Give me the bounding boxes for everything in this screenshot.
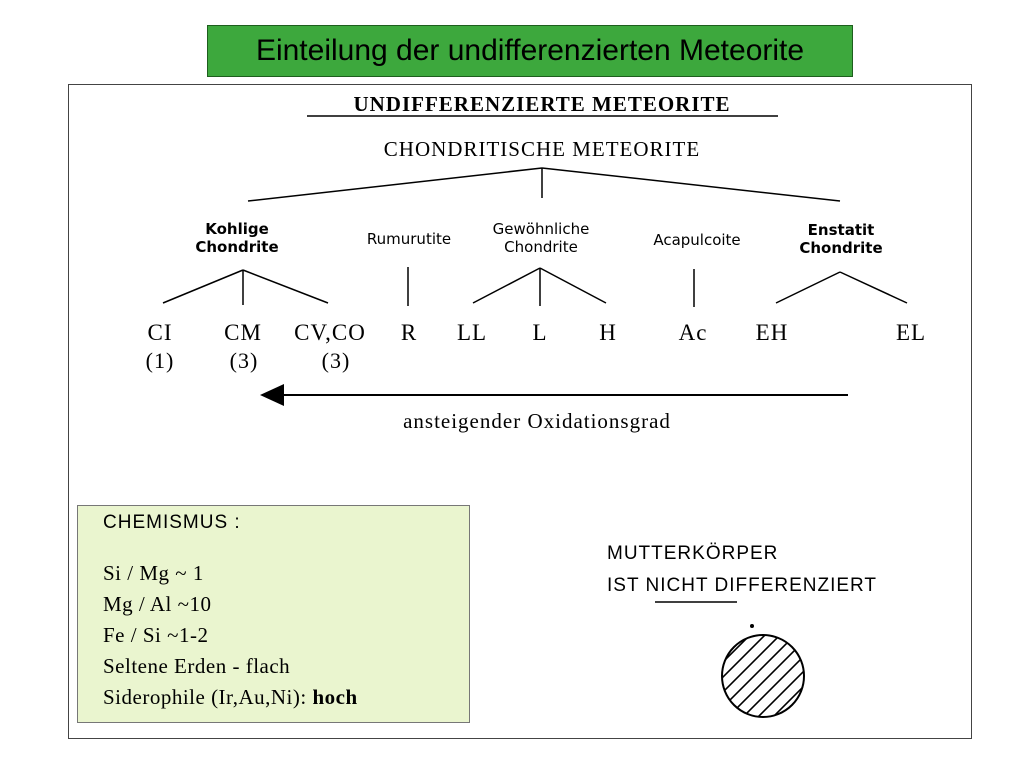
chemismus-line-siderophile — [103, 687, 358, 708]
stray-dot — [750, 624, 754, 628]
group-acapulcoite — [653, 233, 740, 248]
branch-ll — [473, 268, 540, 303]
siderophile-label: Siderophile (Ir,Au,Ni): — [103, 685, 313, 709]
oxidation-arrow-head — [260, 384, 284, 406]
group-label: Enstatit Chondrite — [799, 221, 883, 257]
count-cv-co: (3) — [321, 348, 351, 373]
parent-body-suffix: DIFFERENZIERT — [708, 575, 878, 596]
group-label: Kohlige Chondrite — [195, 220, 279, 256]
branch-el — [840, 272, 907, 303]
parent-body-line1: MUTTERKÖRPER — [607, 543, 779, 564]
branch-kohlige — [248, 168, 542, 201]
chemismus-line: Fe / Si ~1-2 — [103, 623, 209, 647]
class-cm: CM — [224, 320, 262, 345]
class-h: H — [599, 320, 617, 345]
group-rumurutite — [367, 232, 451, 247]
chemismus-title: CHEMISMUS : — [103, 512, 241, 533]
count-cm: (3) — [229, 348, 259, 373]
class-ci: CI — [147, 320, 173, 345]
group-label: Rumurutite — [366, 230, 452, 248]
branch-enstatit — [542, 168, 840, 201]
chemismus-line: Si / Mg ~ 1 — [103, 561, 204, 585]
diagram-header: UNDIFFERENZIERTE METEORITE — [353, 92, 731, 116]
group-kohlige-chondrite — [195, 220, 278, 256]
group-enstatit-chondrite — [799, 221, 882, 257]
parent-body-prefix: IST — [607, 575, 646, 596]
parent-body-line2 — [607, 576, 877, 595]
slide-title-text: Einteilung der undifferenzierten Meteorite — [255, 34, 805, 67]
class-ac: Ac — [678, 320, 708, 345]
chemismus-line: Mg / Al ~10 — [103, 592, 212, 616]
class-el: EL — [895, 320, 927, 345]
group-gewoehnliche-chondrite — [493, 220, 590, 256]
siderophile-value: hoch — [312, 685, 358, 709]
diagram-subheader: CHONDRITISCHE METEORITE — [383, 137, 701, 161]
branch-eh — [776, 272, 840, 303]
chemismus-line: Seltene Erden - flach — [103, 654, 291, 678]
parent-body-nicht: NICHT — [645, 575, 709, 596]
class-cv-co: CV,CO — [294, 320, 366, 345]
group-label: Gewöhnliche Chondrite — [492, 220, 590, 256]
class-l: L — [532, 320, 548, 345]
class-eh: EH — [755, 320, 789, 345]
branch-ci — [163, 270, 243, 303]
branch-h — [540, 268, 606, 303]
branch-cvco — [243, 270, 328, 303]
parent-body-circle — [722, 635, 804, 717]
class-r: R — [400, 320, 418, 345]
count-ci: (1) — [145, 348, 175, 373]
group-label: Acapulcoite — [653, 231, 741, 249]
hatched-circle-icon — [700, 610, 840, 750]
class-ll: LL — [456, 320, 488, 345]
oxidation-label: ansteigender Oxidationsgrad — [403, 409, 671, 433]
